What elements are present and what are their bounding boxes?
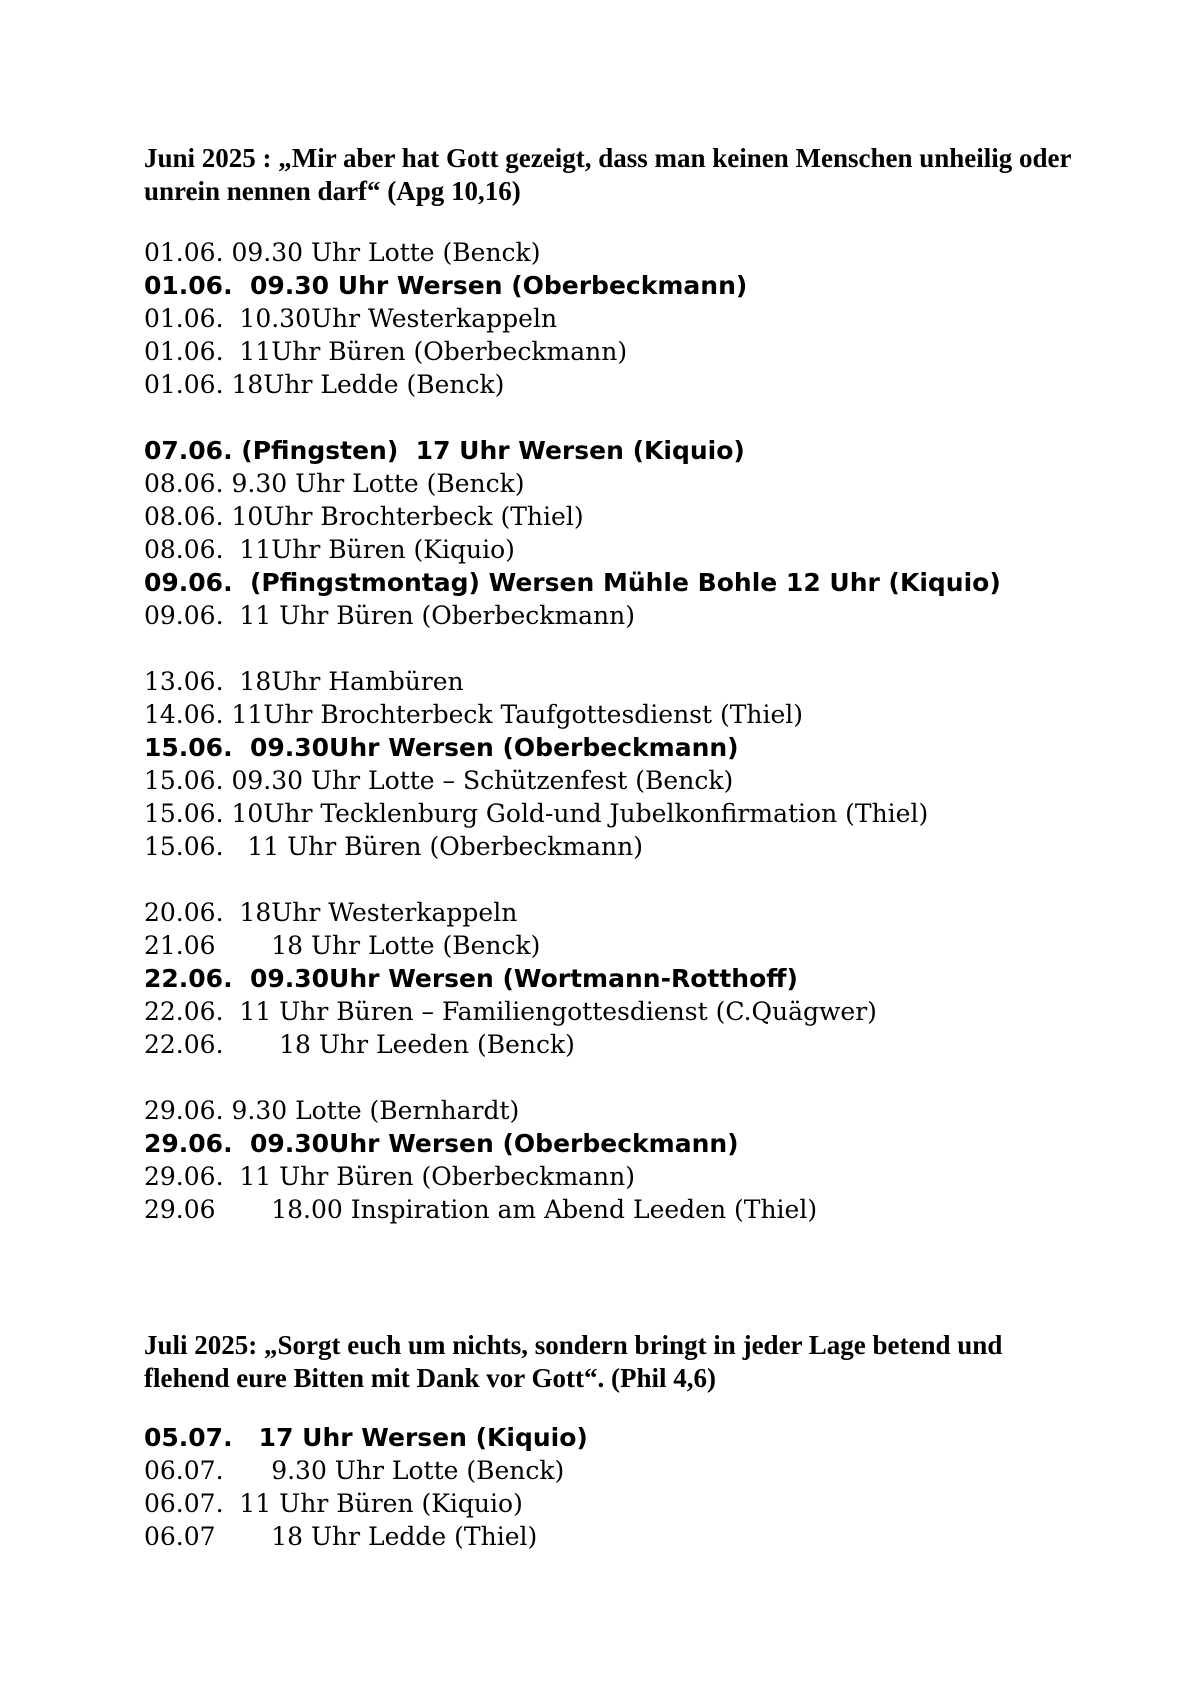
june-schedule: [144, 236, 1084, 1226]
service-entry: 13.06. 18Uhr Hambüren: [144, 667, 464, 696]
service-entry-highlighted: 15.06. 09.30Uhr Wersen (Oberbeckmann): [144, 733, 739, 762]
service-entry: 20.06. 18Uhr Westerkappeln: [144, 898, 518, 927]
service-entry: 21.06 18 Uhr Lotte (Benck): [144, 931, 541, 960]
service-entry: 06.07. 9.30 Uhr Lotte (Benck): [144, 1456, 565, 1485]
july-schedule: [144, 1421, 1084, 1553]
group-spacer: [144, 1061, 1084, 1094]
service-entry: 29.06. 11 Uhr Büren (Oberbeckmann): [144, 1162, 636, 1191]
service-entry: 06.07 18 Uhr Ledde (Thiel): [144, 1522, 538, 1551]
service-entry: 01.06. 18Uhr Ledde (Benck): [144, 370, 505, 399]
service-entry: 09.06. 11 Uhr Büren (Oberbeckmann): [144, 601, 636, 630]
july-heading: Juli 2025: „Sorgt euch um nichts, sondern bringt in jeder Lage betend und flehend eure Bitten mit Dank vor Gott“. (Phil 4,6): [144, 1330, 1003, 1393]
service-entry: 14.06. 11Uhr Brochterbeck Taufgottesdienst (Thiel): [144, 700, 804, 729]
service-entry: 06.07. 11 Uhr Büren (Kiquio): [144, 1489, 523, 1518]
service-entry: 08.06. 9.30 Uhr Lotte (Benck): [144, 469, 525, 498]
june-section: [144, 142, 1084, 1226]
service-entry: 01.06. 09.30 Uhr Lotte (Benck): [144, 238, 541, 267]
service-entry-highlighted: 07.06. (Pfingsten) 17 Uhr Wersen (Kiquio): [144, 436, 745, 465]
service-entry: 08.06. 10Uhr Brochterbeck (Thiel): [144, 502, 584, 531]
service-entry: 08.06. 11Uhr Büren (Kiquio): [144, 535, 515, 564]
service-entry: 15.06. 11 Uhr Büren (Oberbeckmann): [144, 832, 643, 861]
document-page: [144, 142, 1084, 1553]
service-entry: 29.06. 9.30 Lotte (Bernhardt): [144, 1096, 520, 1125]
service-entry-highlighted: 09.06. (Pfingstmontag) Wersen Mühle Bohle 12 Uhr (Kiquio): [144, 568, 1001, 597]
june-heading: Juni 2025 : „Mir aber hat Gott gezeigt, dass man keinen Menschen unheilig oder unrein nennen darf“ (Apg 10,16): [144, 143, 1072, 206]
service-entry: 15.06. 10Uhr Tecklenburg Gold-und Jubelkonfirmation (Thiel): [144, 799, 929, 828]
service-entry-highlighted: 22.06. 09.30Uhr Wersen (Wortmann-Rotthoff): [144, 964, 798, 993]
service-entry: 29.06 18.00 Inspiration am Abend Leeden (Thiel): [144, 1195, 818, 1224]
service-entry: 22.06. 18 Uhr Leeden (Benck): [144, 1030, 575, 1059]
service-entry: 01.06. 10.30Uhr Westerkappeln: [144, 304, 558, 333]
service-entry-highlighted: 05.07. 17 Uhr Wersen (Kiquio): [144, 1423, 588, 1452]
group-spacer: [144, 863, 1084, 896]
service-entry-highlighted: 01.06. 09.30 Uhr Wersen (Oberbeckmann): [144, 271, 748, 300]
service-entry: 22.06. 11 Uhr Büren – Familiengottesdienst (C.Quägwer): [144, 997, 877, 1026]
july-section: [144, 1329, 1084, 1553]
service-entry: 01.06. 11Uhr Büren (Oberbeckmann): [144, 337, 628, 366]
group-spacer: [144, 632, 1084, 665]
service-entry-highlighted: 29.06. 09.30Uhr Wersen (Oberbeckmann): [144, 1129, 739, 1158]
group-spacer: [144, 401, 1084, 434]
service-entry: 15.06. 09.30 Uhr Lotte – Schützenfest (Benck): [144, 766, 734, 795]
